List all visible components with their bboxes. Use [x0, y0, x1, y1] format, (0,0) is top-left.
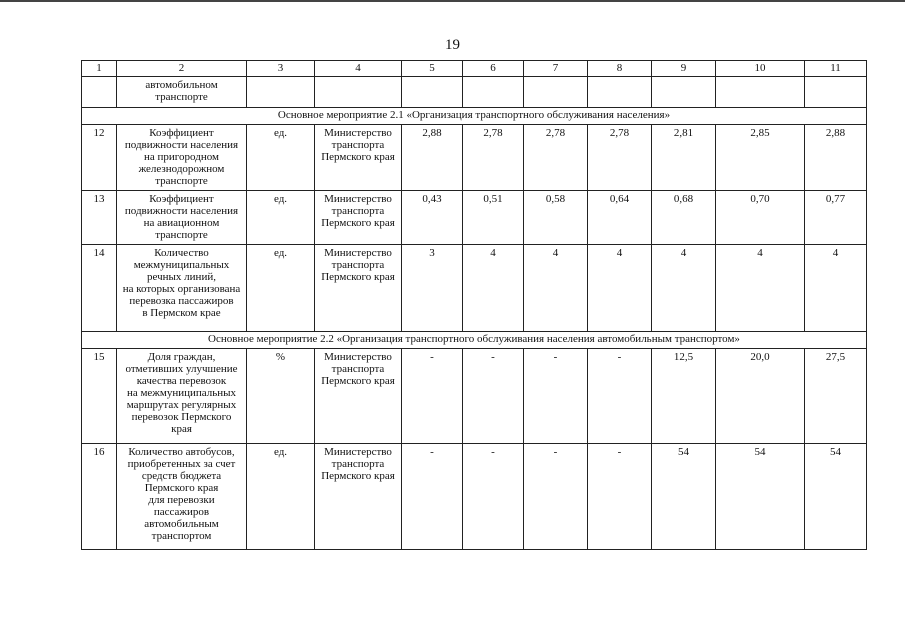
column-header: 3	[247, 61, 315, 77]
value-cell: 2,78	[524, 125, 588, 191]
value-cell: 12,5	[652, 349, 716, 444]
value-cell: 0,51	[463, 191, 524, 245]
value-cell: 3	[402, 245, 463, 332]
value-cell	[402, 77, 463, 108]
value-cell: 4	[805, 245, 867, 332]
value-cell	[716, 77, 805, 108]
value-cell: -	[463, 444, 524, 550]
column-header: 11	[805, 61, 867, 77]
value-cell: 54	[805, 444, 867, 550]
column-header: 2	[117, 61, 247, 77]
table-row	[82, 191, 867, 245]
value-cell: 4	[588, 245, 652, 332]
indicator-cell: автомобильном транспорте	[117, 77, 247, 108]
row-number: 12	[82, 125, 117, 191]
indicator-cell: Доля граждан, отметивших улучшение качества перевозок на межмуниципальных маршрутах регулярных перевозок Пермского края	[117, 349, 247, 444]
indicator-cell: Количество межмуниципальных речных линий, на которых организована перевозка пассажиров в Пермском крае	[117, 245, 247, 332]
value-cell: 0,68	[652, 191, 716, 245]
value-cell: -	[463, 349, 524, 444]
unit-cell: ед.	[247, 125, 315, 191]
row-number-cell	[82, 77, 117, 108]
table-row	[82, 444, 867, 550]
value-cell: 2,88	[402, 125, 463, 191]
unit-cell: ед.	[247, 245, 315, 332]
column-header: 7	[524, 61, 588, 77]
executor-cell	[315, 77, 402, 108]
value-cell: -	[402, 444, 463, 550]
column-header: 8	[588, 61, 652, 77]
value-cell: 4	[652, 245, 716, 332]
value-cell: 0,64	[588, 191, 652, 245]
indicators-table	[81, 60, 867, 550]
row-number: 16	[82, 444, 117, 550]
value-cell: 0,58	[524, 191, 588, 245]
column-header: 6	[463, 61, 524, 77]
value-cell: 0,43	[402, 191, 463, 245]
section-title: Основное мероприятие 2.1 «Организация транспортного обслуживания населения»	[82, 108, 867, 125]
value-cell: 0,70	[716, 191, 805, 245]
column-header: 5	[402, 61, 463, 77]
value-cell: -	[524, 349, 588, 444]
unit-cell: ед.	[247, 444, 315, 550]
value-cell	[652, 77, 716, 108]
value-cell	[524, 77, 588, 108]
value-cell: -	[588, 349, 652, 444]
row-number: 15	[82, 349, 117, 444]
value-cell: 20,0	[716, 349, 805, 444]
indicator-cell: Количество автобусов, приобретенных за счет средств бюджета Пермского края для перевозки пассажиров автомобильным транспортом	[117, 444, 247, 550]
column-header: 9	[652, 61, 716, 77]
section-row	[82, 108, 867, 125]
executor-cell: Министерство транспорта Пермского края	[315, 349, 402, 444]
value-cell: 4	[463, 245, 524, 332]
column-header: 4	[315, 61, 402, 77]
row-number: 13	[82, 191, 117, 245]
table-row	[82, 349, 867, 444]
table-row-continuation	[82, 77, 867, 108]
row-number: 14	[82, 245, 117, 332]
unit-cell: %	[247, 349, 315, 444]
column-header: 10	[716, 61, 805, 77]
page-top-border	[0, 0, 905, 2]
value-cell: -	[588, 444, 652, 550]
value-cell: 2,88	[805, 125, 867, 191]
value-cell: 2,81	[652, 125, 716, 191]
value-cell	[588, 77, 652, 108]
value-cell: 54	[716, 444, 805, 550]
value-cell: 2,85	[716, 125, 805, 191]
executor-cell: Министерство транспорта Пермского края	[315, 245, 402, 332]
executor-cell: Министерство транспорта Пермского края	[315, 444, 402, 550]
unit-cell: ед.	[247, 191, 315, 245]
value-cell: 0,77	[805, 191, 867, 245]
indicator-cell: Коэффициент подвижности населения на авиационном транспорте	[117, 191, 247, 245]
value-cell: 4	[716, 245, 805, 332]
executor-cell: Министерство транспорта Пермского края	[315, 125, 402, 191]
value-cell: 4	[524, 245, 588, 332]
table-row	[82, 125, 867, 191]
section-title: Основное мероприятие 2.2 «Организация транспортного обслуживания населения автомобильным транспортом»	[82, 332, 867, 349]
column-header: 1	[82, 61, 117, 77]
table-row	[82, 245, 867, 332]
unit-cell	[247, 77, 315, 108]
value-cell: 54	[652, 444, 716, 550]
executor-cell: Министерство транспорта Пермского края	[315, 191, 402, 245]
value-cell: 2,78	[588, 125, 652, 191]
indicator-cell: Коэффициент подвижности населения на пригородном железнодорожном транспорте	[117, 125, 247, 191]
table-header-row	[82, 61, 867, 77]
value-cell: -	[524, 444, 588, 550]
page-number: 19	[445, 37, 460, 53]
value-cell: 2,78	[463, 125, 524, 191]
value-cell	[463, 77, 524, 108]
section-row	[82, 332, 867, 349]
value-cell: 27,5	[805, 349, 867, 444]
value-cell: -	[402, 349, 463, 444]
value-cell	[805, 77, 867, 108]
